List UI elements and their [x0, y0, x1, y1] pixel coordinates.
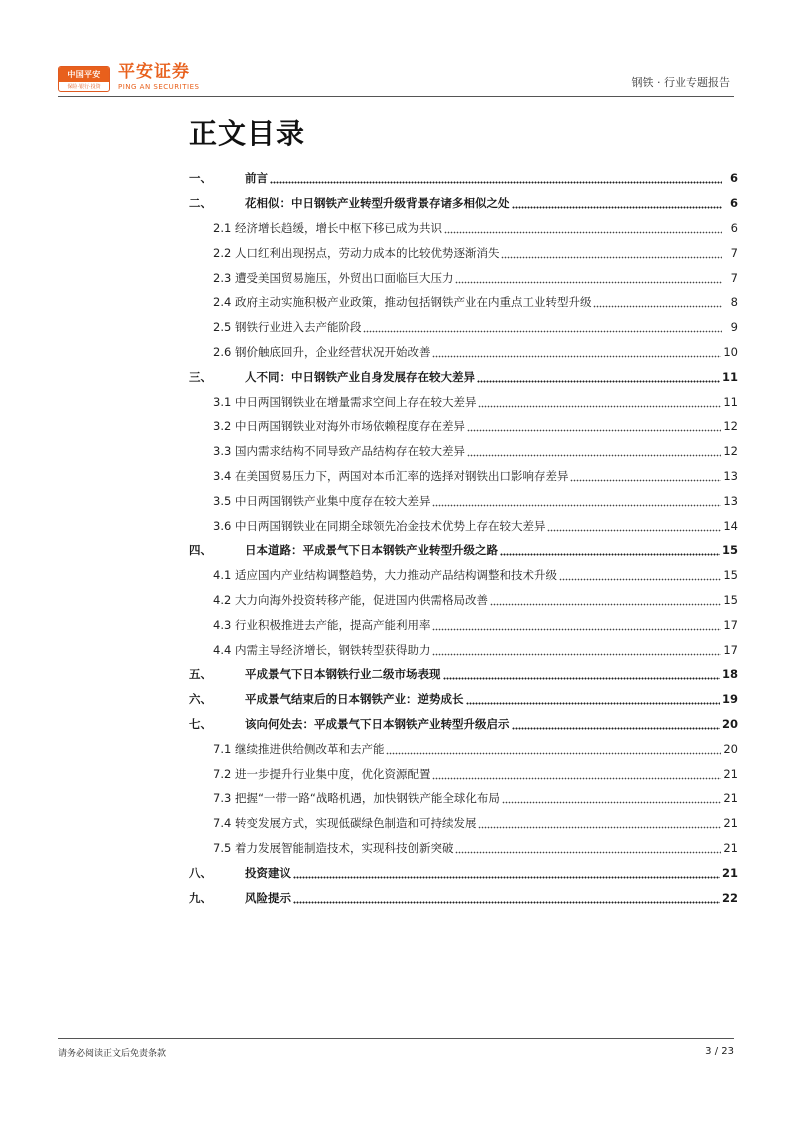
toc-section[interactable] — [189, 538, 738, 563]
toc-entry-label: 日本道路：平成景气下日本钢铁产业转型升级之路 — [245, 543, 498, 558]
brand-name-en: PING AN SECURITIES — [118, 83, 200, 91]
toc-page-number: 11 — [721, 369, 738, 384]
dot-leader — [293, 892, 720, 904]
dot-leader — [467, 420, 721, 432]
dot-leader — [432, 768, 721, 780]
toc-page-number: 21 — [723, 816, 738, 831]
toc-subsection[interactable] — [189, 637, 738, 662]
toc-page-number: 21 — [723, 766, 738, 781]
footer-divider — [58, 1038, 734, 1039]
dot-leader — [501, 247, 722, 259]
toc-subsection[interactable] — [189, 811, 738, 836]
toc-subsection[interactable] — [189, 464, 738, 489]
toc-entry-label: 投资建议 — [245, 865, 291, 880]
dot-leader — [432, 619, 721, 631]
toc-page-number: 21 — [723, 791, 738, 806]
toc-section[interactable] — [189, 712, 738, 737]
toc-page-number: 10 — [723, 344, 738, 359]
toc-entry-label: 平成景气下日本钢铁行业二级市场表现 — [245, 667, 441, 682]
dot-leader — [593, 296, 722, 308]
brand-name-cn: 平安证券 — [118, 62, 190, 82]
toc-section-number: 八、 — [189, 865, 212, 880]
toc-section-number: 二、 — [189, 196, 212, 211]
toc-page-number: 13 — [723, 493, 738, 508]
toc-section[interactable] — [189, 364, 738, 389]
toc-subsection[interactable] — [189, 216, 738, 241]
toc-page-number: 11 — [723, 394, 738, 409]
page-title: 正文目录 — [189, 117, 306, 150]
toc-page-number: 14 — [723, 518, 738, 533]
toc-section[interactable] — [189, 885, 738, 910]
toc-page-number: 20 — [723, 741, 738, 756]
toc-subsection[interactable] — [189, 265, 738, 290]
toc-entry-label: 7.3 把握“一带一路“战略机遇，加快钢铁产能全球化布局 — [213, 791, 500, 806]
toc-section[interactable] — [189, 166, 738, 191]
toc-entry-label: 该向何处去：平成景气下日本钢铁产业转型升级启示 — [245, 716, 510, 731]
toc-entry-label: 3.6 中日两国钢铁业在同期全球领先冶金技术优势上存在较大差异 — [213, 518, 546, 533]
page-header — [58, 60, 734, 96]
toc-page-number: 9 — [730, 320, 738, 335]
toc-entry-label: 2.5 钢铁行业进入去产能阶段 — [213, 320, 362, 335]
toc-entry-label: 4.1 适应国内产业结构调整趋势，大力推动产品结构调整和技术升级 — [213, 568, 557, 583]
dot-leader — [500, 544, 720, 556]
toc-entry-label: 风险提示 — [245, 890, 291, 905]
toc-section[interactable] — [189, 687, 738, 712]
toc-page-number: 8 — [730, 295, 738, 310]
toc-page-number: 22 — [721, 890, 738, 905]
toc-section-number: 九、 — [189, 890, 212, 905]
dot-leader — [477, 371, 720, 383]
toc-subsection[interactable] — [189, 340, 738, 365]
toc-entry-label: 前言 — [245, 171, 268, 186]
dot-leader — [570, 470, 721, 482]
toc-section[interactable] — [189, 191, 738, 216]
toc-section-number: 四、 — [189, 543, 212, 558]
toc-page-number: 15 — [723, 568, 738, 583]
toc-page-number: 6 — [729, 171, 738, 186]
toc-subsection[interactable] — [189, 315, 738, 340]
toc-entry-label: 4.3 行业积极推进去产能，提高产能利用率 — [213, 617, 431, 632]
toc-subsection[interactable] — [189, 588, 738, 613]
toc-entry-label: 2.6 钢价触底回升，企业经营状况开始改善 — [213, 344, 431, 359]
toc-entry-label: 2.1 经济增长趋缓，增长中枢下移已成为共识 — [213, 220, 442, 235]
toc-section-number: 六、 — [189, 692, 212, 707]
toc-page-number: 17 — [723, 642, 738, 657]
toc-page-number: 15 — [723, 592, 738, 607]
toc-entry-label: 7.5 着力发展智能制造技术，实现科技创新突破 — [213, 840, 454, 855]
logo-subtext: 保险·银行·投资 — [67, 84, 101, 90]
toc-page-number: 12 — [723, 444, 738, 459]
dot-leader — [559, 569, 721, 581]
toc-page-number: 6 — [730, 220, 738, 235]
toc-entry-label: 3.1 中日两国钢铁业在增量需求空间上存在较大差异 — [213, 394, 477, 409]
toc-subsection[interactable] — [189, 612, 738, 637]
toc-page-number: 17 — [723, 617, 738, 632]
toc-page-number: 19 — [721, 692, 738, 707]
toc-section-number: 七、 — [189, 716, 212, 731]
toc-page-number: 18 — [721, 667, 738, 682]
toc-entry-label: 4.2 大力向海外投资转移产能，促进国内供需格局改善 — [213, 592, 488, 607]
toc-entry-label: 3.4 在美国贸易压力下，两国对本币汇率的选择对钢铁出口影响存差异 — [213, 468, 569, 483]
toc-entry-label: 2.3 遭受美国贸易施压，外贸出口面临巨大压力 — [213, 270, 454, 285]
toc-page-number: 7 — [730, 245, 738, 260]
toc-section[interactable] — [189, 860, 738, 885]
toc-subsection[interactable] — [189, 563, 738, 588]
toc-page-number: 7 — [730, 270, 738, 285]
disclaimer-note: 请务必阅读正文后免责条款 — [58, 1049, 167, 1059]
toc-entry-label: 7.1 继续推进供给侧改革和去产能 — [213, 741, 385, 756]
dot-leader — [547, 520, 721, 532]
dot-leader — [443, 668, 720, 680]
toc-subsection[interactable] — [189, 513, 738, 538]
toc-subsection[interactable] — [189, 439, 738, 464]
dot-leader — [512, 718, 720, 730]
dot-leader — [432, 644, 721, 656]
toc-entry-label: 7.4 转变发展方式，实现低碳绿色制造和可持续发展 — [213, 816, 477, 831]
dot-leader — [467, 445, 721, 457]
dot-leader — [502, 792, 722, 804]
toc-subsection[interactable] — [189, 786, 738, 811]
toc-entry-label: 2.2 人口红利出现拐点，劳动力成本的比较优势逐渐消失 — [213, 245, 500, 260]
dot-leader — [455, 842, 721, 854]
dot-leader — [478, 396, 721, 408]
report-type: 钢铁 · 行业专题报告 — [631, 76, 730, 89]
dot-leader — [444, 222, 722, 234]
toc-entry-label: 7.2 进一步提升行业集中度，优化资源配置 — [213, 766, 431, 781]
toc-page-number: 15 — [721, 543, 738, 558]
ping-an-logo — [58, 66, 110, 92]
toc-section[interactable] — [189, 662, 738, 687]
toc-subsection[interactable] — [189, 736, 738, 761]
dot-leader — [386, 743, 721, 755]
table-of-contents — [189, 166, 738, 910]
logo-text: 中国平安 — [59, 67, 109, 82]
dot-leader — [512, 197, 723, 209]
toc-subsection[interactable] — [189, 836, 738, 861]
toc-subsection[interactable] — [189, 240, 738, 265]
toc-entry-label: 4.4 内需主导经济增长，钢铁转型获得助力 — [213, 642, 431, 657]
dot-leader — [432, 346, 721, 358]
toc-page-number: 21 — [723, 840, 738, 855]
toc-entry-label: 3.3 国内需求结构不同导致产品结构存在较大差异 — [213, 444, 465, 459]
dot-leader — [490, 594, 721, 606]
toc-page-number: 12 — [723, 419, 738, 434]
brand — [118, 62, 199, 92]
toc-entry-label: 3.5 中日两国钢铁产业集中度存在较大差异 — [213, 493, 431, 508]
toc-entry-label: 3.2 中日两国钢铁业对海外市场依赖程度存在差异 — [213, 419, 465, 434]
toc-entry-label: 平成景气结束后的日本钢铁产业：逆势成长 — [245, 692, 464, 707]
toc-page-number: 20 — [721, 716, 738, 731]
toc-subsection[interactable] — [189, 389, 738, 414]
toc-section-number: 一、 — [189, 171, 212, 186]
dot-leader — [478, 817, 721, 829]
toc-section-number: 五、 — [189, 667, 212, 682]
toc-subsection[interactable] — [189, 761, 738, 786]
toc-page-number: 6 — [729, 196, 738, 211]
toc-section-number: 三、 — [189, 369, 212, 384]
page-indicator: 3 / 23 — [705, 1046, 734, 1057]
toc-page-number: 13 — [723, 468, 738, 483]
dot-leader — [293, 867, 720, 879]
toc-subsection[interactable] — [189, 488, 738, 513]
toc-subsection[interactable] — [189, 414, 738, 439]
dot-leader — [455, 272, 722, 284]
toc-entry-label: 人不同：中日钢铁产业自身发展存在较大差异 — [245, 369, 475, 384]
toc-subsection[interactable] — [189, 290, 738, 315]
header-divider — [58, 96, 734, 97]
dot-leader — [363, 321, 722, 333]
toc-entry-label: 花相似：中日钢铁产业转型升级背景存诸多相似之处 — [245, 196, 510, 211]
dot-leader — [270, 172, 722, 184]
dot-leader — [432, 495, 721, 507]
toc-page-number: 21 — [721, 865, 738, 880]
toc-entry-label: 2.4 政府主动实施积极产业政策，推动包括钢铁产业在内重点工业转型升级 — [213, 295, 592, 310]
dot-leader — [466, 693, 720, 705]
